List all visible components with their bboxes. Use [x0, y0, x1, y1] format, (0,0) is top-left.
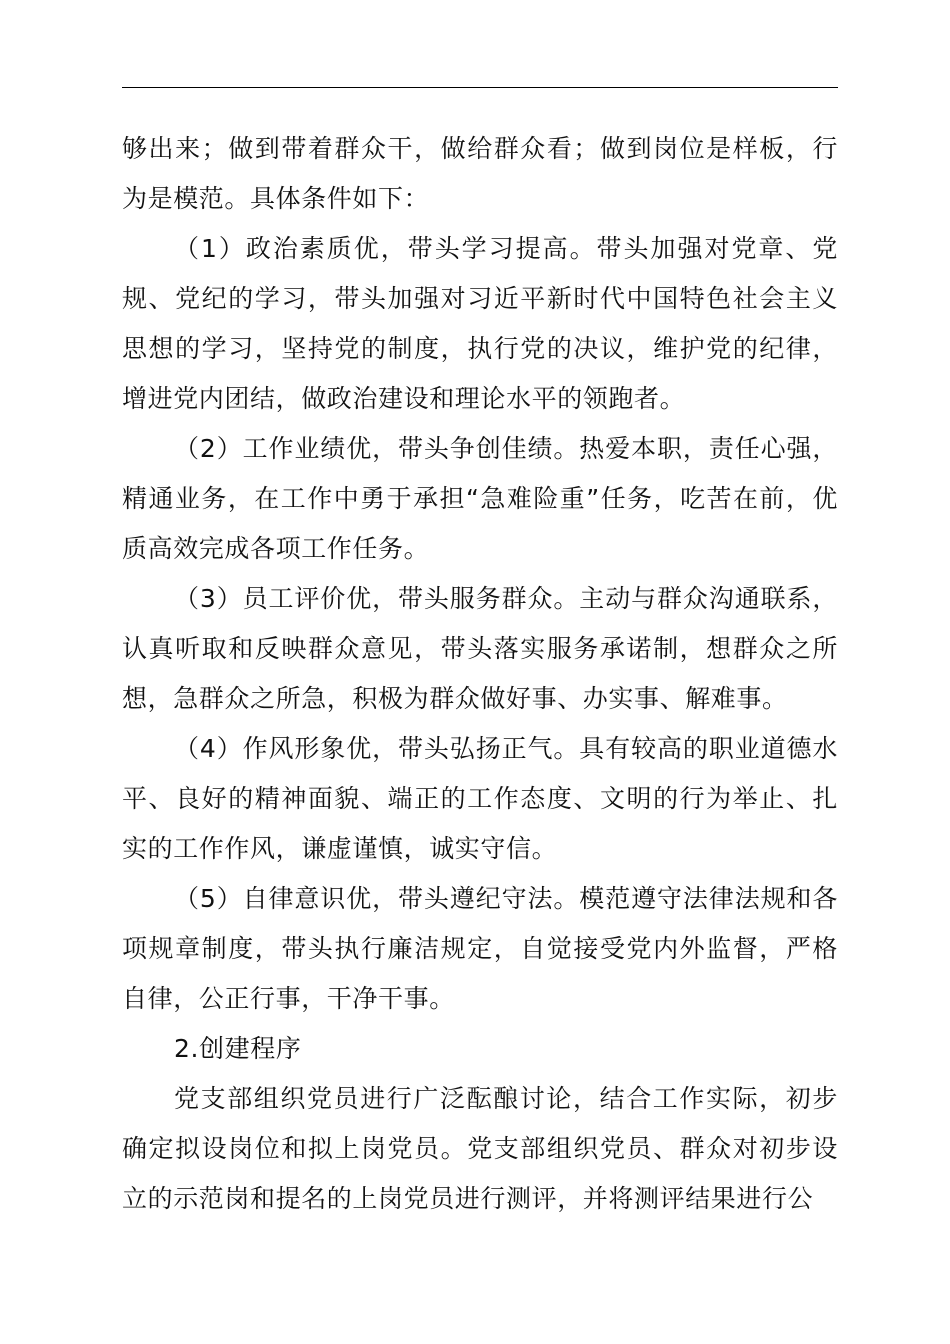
paragraph-criterion-2: （2）工作业绩优，带头争创佳绩。热爱本职，责任心强，精通业务，在工作中勇于承担“急难险重”任务，吃苦在前，优质高效完成各项工作任务。	[122, 434, 838, 563]
paragraph-criterion-3: （3）员工评价优，带头服务群众。主动与群众沟通联系，认真听取和反映群众意见，带头落实服务承诺制，想群众之所想，急群众之所急，积极为群众做好事、办实事、解难事。	[122, 584, 838, 713]
paragraph-procedure: 党支部组织党员进行广泛酝酿讨论，结合工作实际，初步确定拟设岗位和拟上岗党员。党支部组织党员、群众对初步设立的示范岗和提名的上岗党员进行测评，并将测评结果进行公	[122, 1084, 838, 1213]
header-rule	[122, 87, 838, 88]
document-body	[122, 124, 838, 1224]
paragraph-criterion-4: （4）作风形象优，带头弘扬正气。具有较高的职业道德水平、良好的精神面貌、端正的工作态度、文明的行为举止、扎实的工作作风，谦虚谨慎，诚实守信。	[122, 734, 838, 863]
section-heading: 2.创建程序	[174, 1034, 302, 1063]
paragraph-criterion-5: （5）自律意识优，带头遵纪守法。模范遵守法律法规和各项规章制度，带头执行廉洁规定，自觉接受党内外监督，严格自律，公正行事，干净干事。	[122, 884, 838, 1013]
paragraph-continuation: 够出来；做到带着群众干，做给群众看；做到岗位是样板，行为是模范。具体条件如下：	[122, 134, 838, 213]
paragraph-criterion-1: （1）政治素质优，带头学习提高。带头加强对党章、党规、党纪的学习，带头加强对习近平新时代中国特色社会主义思想的学习，坚持党的制度，执行党的决议，维护党的纪律，增进党内团结，做政治建设和理论水平的领跑者。	[122, 234, 838, 413]
